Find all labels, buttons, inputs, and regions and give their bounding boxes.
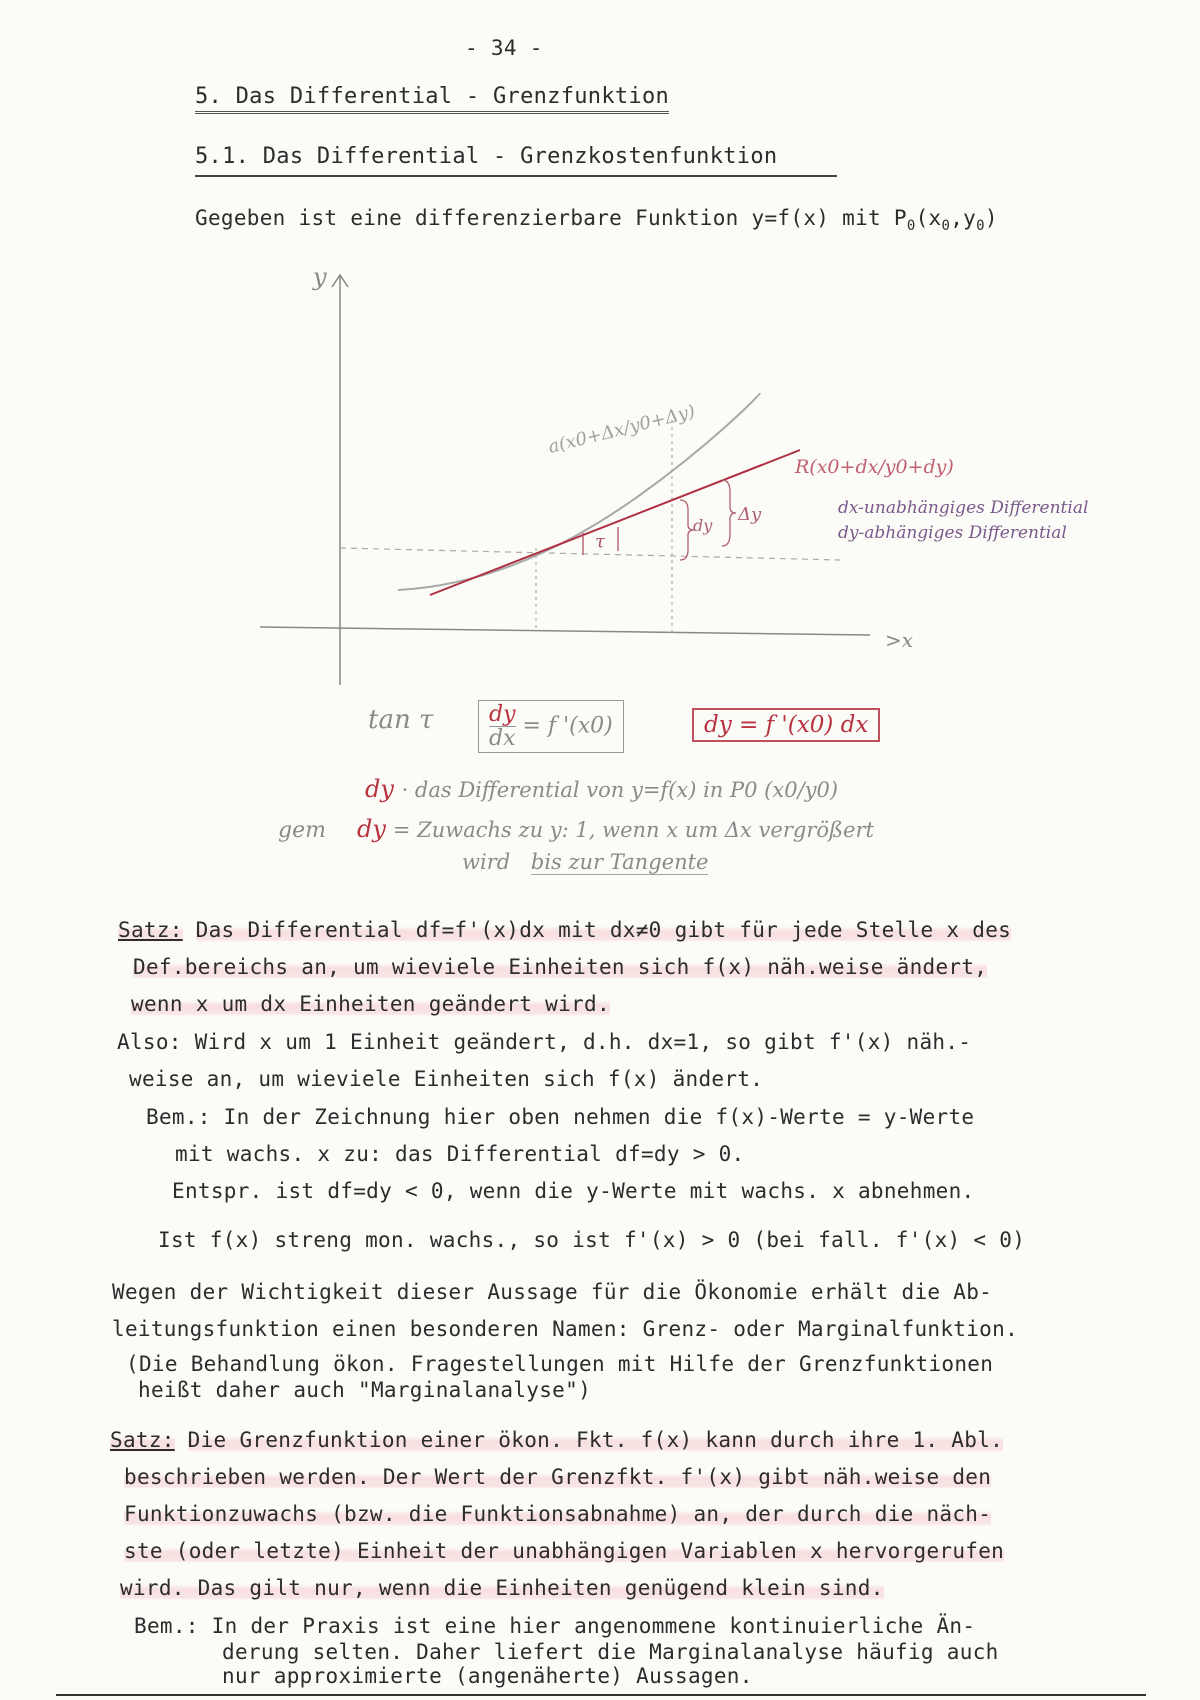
satz2-line1 xyxy=(110,1428,1003,1452)
hand-note-line3 xyxy=(462,850,708,874)
hand-line1-text: · das Differential von y=f(x) in P0 (x0/y0) xyxy=(401,778,839,802)
hand-dy-1: dy xyxy=(365,775,394,803)
satz1-line2: Def.bereichs an, um wieviele Einheiten sich f(x) näh.weise ändert, xyxy=(133,955,988,979)
satz2-line5: wird. Das gilt nur, wenn die Einheiten genügend klein sind. xyxy=(120,1576,884,1600)
hand-note-line1 xyxy=(365,775,838,803)
satz1-line3: wenn x um dx Einheiten geändert wird. xyxy=(131,992,610,1016)
satz2-l1: Die Grenzfunktion einer ökon. Fkt. f(x) kann durch ihre 1. Abl. xyxy=(187,1428,1004,1452)
delta-y-brace xyxy=(722,480,736,546)
hand-line2-text: = Zuwachs zu y: 1, wenn x um Δx vergrößert xyxy=(392,818,874,842)
delta-y-label: Δy xyxy=(738,504,762,525)
satz2-line3: Funktionzuwachs (bzw. die Funktionsabnahme) an, der durch die näch- xyxy=(124,1502,992,1526)
ist-line: Ist f(x) streng mon. wachs., so ist f'(x) > 0 (bei fall. f'(x) < 0) xyxy=(158,1228,1026,1252)
wegen-line1: Wegen der Wichtigkeit dieser Aussage für die Ökonomie erhält die Ab- xyxy=(112,1280,993,1304)
wegen-line2: leitungsfunktion einen besonderen Namen: Grenz- oder Marginalfunktion. xyxy=(112,1317,1019,1341)
tan-tau: tan τ xyxy=(368,705,434,735)
intro-y0-sub: 0 xyxy=(976,218,985,235)
ratio-rhs: = f '(x0) xyxy=(522,713,613,739)
bottom-rule xyxy=(56,1694,1146,1696)
satz1-l1: Das Differential df=f'(x)dx mit dx≠0 gibt für jede Stelle x des xyxy=(195,918,1012,942)
tangent-point-label: R(x0+dx/y0+dy) xyxy=(795,456,954,478)
page-number: - 34 - xyxy=(465,36,543,60)
ratio-numerator: dy xyxy=(489,702,516,727)
paren-line2: heißt daher auch "Marginalanalyse") xyxy=(138,1378,592,1402)
hand-note-line2 xyxy=(278,815,874,843)
satz2-label: Satz: xyxy=(110,1428,175,1452)
dashed-horizontal xyxy=(340,548,840,560)
bem2-line2: derung selten. Daher liefert die Marginalanalyse häufig auch xyxy=(222,1640,999,1664)
curve-point-label: a(x0+Δx/y0+Δy) xyxy=(546,401,698,458)
intro-x0-sub: 0 xyxy=(941,218,951,235)
intro-close: ) xyxy=(984,206,998,230)
tau-label: τ xyxy=(595,531,605,552)
also-line2: weise an, um wieviele Einheiten sich f(x) ändert. xyxy=(129,1067,764,1091)
intro-p0-sub: 0 xyxy=(906,218,916,235)
dy-graph-label: dy xyxy=(693,516,713,535)
satz2-line4: ste (oder letzte) Einheit der unabhängigen Variablen x hervorgerufen xyxy=(124,1539,1005,1563)
intro-coords: (x xyxy=(915,206,942,230)
intro-text xyxy=(195,206,998,234)
bem2-line1: Bem.: In der Praxis ist eine hier angenommene kontinuierliche Än- xyxy=(134,1614,976,1638)
satz1-line1 xyxy=(118,918,1011,942)
differential-graph xyxy=(240,255,1200,705)
bem1-line3: Entspr. ist df=dy < 0, wenn die y-Werte mit wachs. x abnehmen. xyxy=(172,1179,975,1203)
paren-line1: (Die Behandlung ökon. Fragestellungen mit Hilfe der Grenzfunktionen xyxy=(126,1352,994,1376)
x-axis xyxy=(260,627,870,635)
hand-gem: gem xyxy=(278,818,326,843)
note-dx: dx-unabhängiges Differential xyxy=(838,498,1089,518)
hand-dy-2: dy xyxy=(356,815,386,843)
section-heading: 5.1. Das Differential - Grenzkostenfunktion xyxy=(195,144,837,177)
satz2-line2: beschrieben werden. Der Wert der Grenzfkt. f'(x) gibt näh.weise den xyxy=(124,1465,992,1489)
intro-main: Gegeben ist eine differenzierbare Funktion y=f(x) mit P xyxy=(195,206,907,230)
chapter-heading: 5. Das Differential - Grenzfunktion xyxy=(195,84,669,114)
boxed-differential: dy = f '(x0) dx xyxy=(692,708,880,742)
satz1-label: Satz: xyxy=(118,918,183,942)
ratio-denominator: dx xyxy=(489,726,516,752)
also-line1: Also: Wird x um 1 Einheit geändert, d.h. dx=1, so gibt f'(x) näh.- xyxy=(117,1030,972,1054)
x-axis-label: >x xyxy=(885,628,914,652)
bem1-line2: mit wachs. x zu: das Differential df=dy > 0. xyxy=(175,1142,745,1166)
bem1-line1: Bem.: In der Zeichnung hier oben nehmen die f(x)-Werte = y-Werte xyxy=(146,1105,975,1129)
intro-comma-y: ,y xyxy=(950,206,977,230)
hand-line3b: bis zur Tangente xyxy=(530,850,709,874)
dy-brace xyxy=(680,500,694,560)
bem2-line3: nur approximierte (angenäherte) Aussagen. xyxy=(222,1664,753,1688)
ratio-formula xyxy=(478,700,624,753)
hand-line3a: wird xyxy=(462,850,511,874)
note-dy: dy-abhängiges Differential xyxy=(838,523,1067,543)
function-curve xyxy=(398,393,760,590)
y-axis-label: y xyxy=(313,263,327,291)
